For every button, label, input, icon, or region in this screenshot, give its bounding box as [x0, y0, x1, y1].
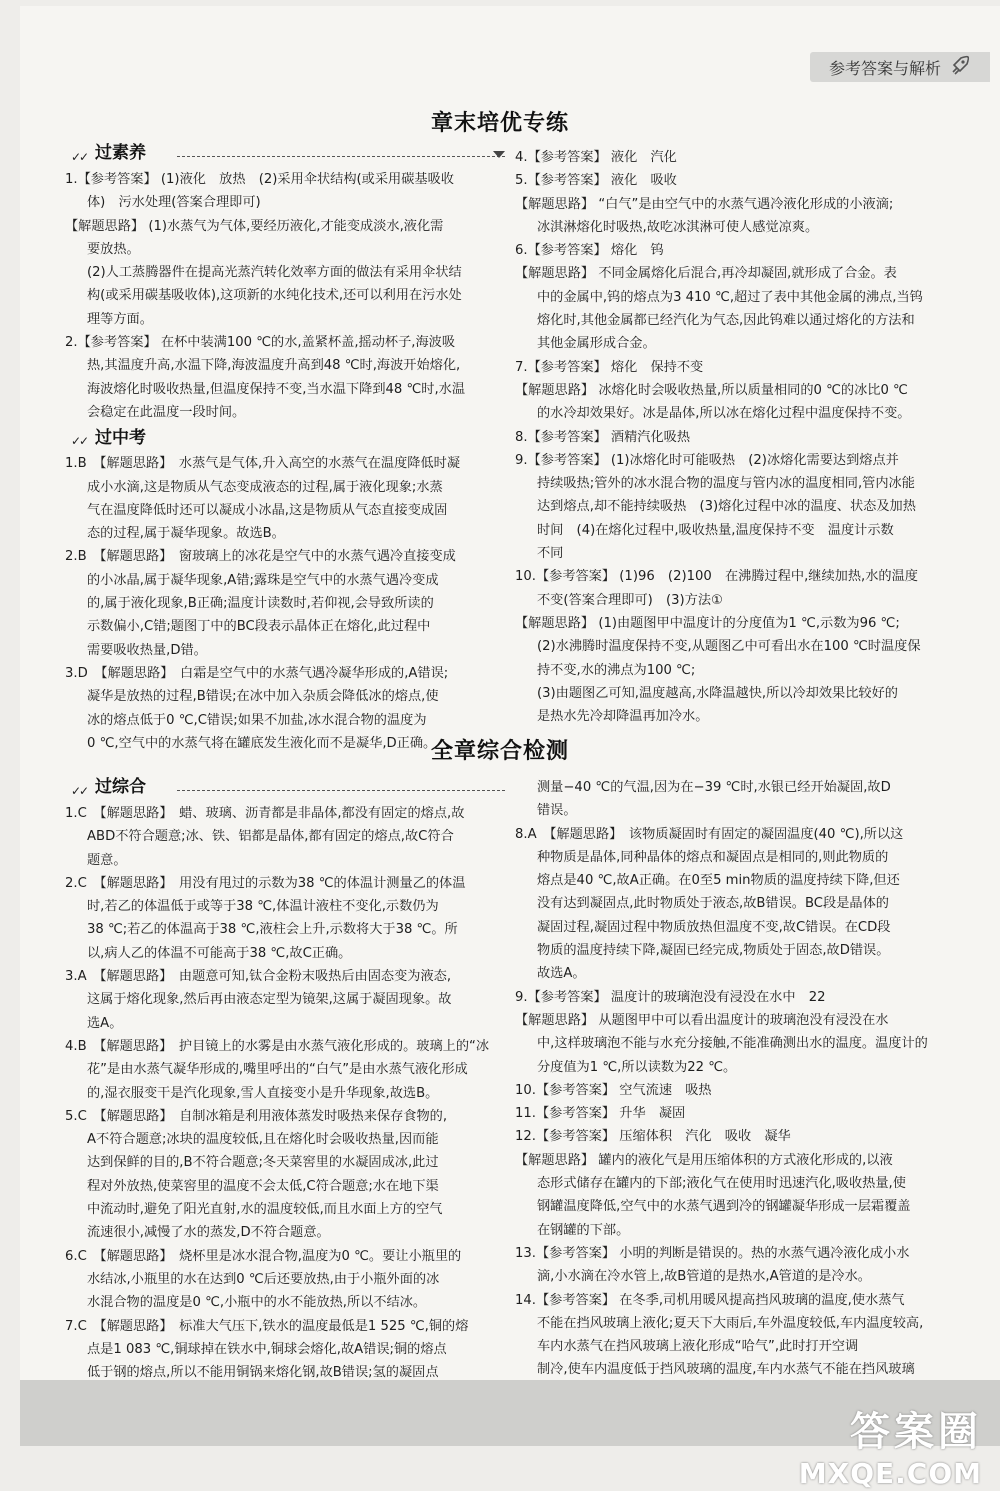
answer-block	[515, 776, 960, 1405]
text-line: 这属于熔化现象,然后再由液态定型为镜架,这属于凝固现象。故	[87, 992, 452, 1008]
text-line: 要放热。	[87, 241, 140, 257]
text-line: 以,病人乙的体温不可能高于38 ℃,故C正确。	[87, 945, 352, 961]
text-line: 2.B 【解题思路】 窗玻璃上的冰花是空气中的水蒸气遇冷直接变成	[65, 549, 456, 565]
text-line: 凝华是放热的过程,B错误;在冰中加入杂质会降低冰的熔点,使	[87, 689, 439, 705]
text-line: 理等方面。	[87, 311, 153, 327]
text-line: 8.A 【解题思路】 该物质凝固时有固定的凝固温度(40 ℃),所以这	[515, 826, 904, 842]
check-marks-icon: ✓✓	[71, 150, 88, 164]
subsection-label: 过综合	[95, 777, 146, 798]
subsection-label: 过中考	[95, 427, 146, 448]
text-line: A不符合题意;冰块的温度较低,且在熔化时会吸收热量,因而能	[87, 1132, 439, 1148]
text-line: 需要吸收热量,D错。	[87, 642, 207, 658]
text-line: 流速很小,减慢了水的蒸发,D不符合题意。	[87, 1225, 330, 1241]
rocket-icon	[949, 54, 971, 81]
text-line: 6.C 【解题思路】 烧杯里是冰水混合物,温度为0 ℃。要让小瓶里的	[65, 1248, 462, 1264]
text-line: 在钢罐的下部。	[537, 1222, 630, 1238]
section1-right-column	[515, 146, 960, 728]
text-line: 的,属于液化现象,B正确;温度计读数时,若仰视,会导致所读的	[87, 596, 434, 612]
text-line: 时间 (4)在熔化过程中,吸收热量,温度保持不变 温度计示数	[537, 522, 894, 538]
text-line: 12.【参考答案】 压缩体积 汽化 吸收 凝华	[515, 1129, 791, 1145]
text-line: 38 ℃;若乙的体温高于38 ℃,液柱会上升,示数将大于38 ℃。所	[87, 922, 458, 938]
text-line: 不同	[537, 546, 564, 562]
answer-block	[65, 802, 505, 1408]
text-line: 海波熔化时吸收热量,但温度保持不变,当水温下降到48 ℃时,水温	[87, 381, 466, 397]
text-line: 钢罐温度降低,空气中的水蒸气遇到冷的钢罐凝华形成一层霜覆盖	[537, 1199, 911, 1215]
text-line: 4.B 【解题思路】 护目镜上的水雾是由水蒸气液化形成的。玻璃上的“冰	[65, 1038, 490, 1054]
section-title-1: 章末培优专练	[430, 111, 569, 136]
text-line: 3.A 【解题思路】 由题意可知,钛合金粉末吸热后由固态变为液态,	[65, 969, 452, 985]
text-line: 水混合物的温度是0 ℃,小瓶中的水不能放热,所以不结冰。	[87, 1295, 427, 1311]
text-line: 气在温度降低时还可以凝成小冰晶,这是物质从气态直接变成固	[87, 502, 448, 518]
text-line: 滴,小水滴在冷水管上,故B管道的是热水,A管道的是冷水。	[537, 1269, 871, 1285]
triangle-icon	[493, 151, 505, 158]
text-line: 中,这样玻璃泡不能与水充分接触,不能准确测出水的温度。温度计的	[537, 1036, 928, 1052]
text-line: 【解题思路】 (1)由题图甲中温度计的分度值为1 ℃,示数为96 ℃;	[515, 615, 900, 631]
text-line: 其他金属形成合金。	[537, 336, 656, 352]
text-line: 体) 污水处理(答案合理即可)	[87, 195, 261, 211]
text-line: 0 ℃,空气中的水蒸气将在罐底发生液化而不是凝华,D正确。	[87, 735, 437, 751]
answer-block	[515, 146, 960, 728]
text-line: 点是1 083 ℃,铜球掉在铁水中,铜球会熔化,故A错误;铜的熔点	[87, 1341, 447, 1357]
watermark	[799, 1400, 982, 1490]
text-line: 没有达到凝固点,此时物质处于液态,故B错误。BC段是晶体的	[537, 896, 889, 912]
text-line: 是热水先冷却降温再加冷水。	[537, 709, 709, 725]
text-line: 11.【参考答案】 升华 凝固	[515, 1106, 686, 1122]
text-line: 7.【参考答案】 熔化 保持不变	[515, 359, 704, 375]
text-line: 冰淇淋熔化时吸热,故吃冰淇淋可使人感觉凉爽。	[537, 219, 819, 235]
section2-left-column	[65, 774, 505, 1408]
text-line: 13.【参考答案】 小明的判断是错误的。热的水蒸气遇冷液化成小水	[515, 1245, 910, 1261]
header-tag	[810, 52, 990, 82]
text-line: 的小冰晶,属于凝华现象,A错;露珠是空气中的水蒸气遇冷变成	[87, 572, 439, 588]
text-line: 2.【参考答案】 在杯中装满100 ℃的水,盖紧杯盖,摇动杯子,海波吸	[65, 335, 456, 351]
text-line: 热,其温度升高,水温下降,海波温度升高到48 ℃时,海波开始熔化,	[87, 358, 461, 374]
text-line: 物质的温度持续下降,凝固已经完成,物质处于固态,故D错误。	[537, 943, 890, 959]
subsection-header	[65, 142, 505, 166]
answer-block	[65, 452, 505, 755]
text-line: 时,若乙的体温低于或等于38 ℃,体温计液柱不变化,示数仍为	[87, 899, 439, 915]
section-title-2: 全章综合检测	[430, 739, 569, 764]
header-label: 参考答案与解析	[828, 58, 941, 78]
text-line: 熔化时,其他金属都已经汽化为气态,因此钨难以通过熔化的方法和	[537, 313, 915, 329]
text-line: 测量−40 ℃的气温,因为在−39 ℃时,水银已经开始凝固,故D	[537, 780, 891, 795]
text-line: 错误。	[537, 803, 577, 819]
text-line: 【解题思路】 (1)水蒸气为气体,要经历液化,才能变成淡水,液化需	[65, 218, 444, 234]
text-line: 的,湿衣服变干是汽化现象,雪人直接变小是升华现象,故选B。	[87, 1085, 439, 1101]
text-line: 冰的熔点低于0 ℃,C错误;如果不加盐,冰水混合物的温度为	[87, 712, 427, 728]
text-line: 低于钢的熔点,所以不能用铜锅来熔化钢,故B错误;氢的凝固点	[87, 1365, 439, 1381]
text-line: 的水冷却效果好。冰是晶体,所以冰在熔化过程中温度保持不变。	[537, 406, 911, 422]
text-line: 种物质是晶体,同种晶体的熔点和凝固点是相同的,则此物质的	[537, 849, 889, 865]
text-line: 中流动时,避免了阳光直射,水的温度较低,而且水面上方的空气	[87, 1202, 443, 1218]
text-line: 态的过程,属于凝华现象。故选B。	[87, 526, 285, 542]
text-line: 7.C 【解题思路】 标准大气压下,铁水的温度最低是1 525 ℃,铜的熔	[65, 1318, 469, 1334]
divider	[177, 156, 505, 157]
text-line: 9.【参考答案】 (1)冰熔化时可能吸热 (2)冰熔化需要达到熔点并	[515, 452, 899, 468]
section1-left-column	[65, 140, 505, 755]
text-line: 1.B 【解题思路】 水蒸气是气体,升入高空的水蒸气在温度降低时凝	[65, 456, 461, 472]
subsection-header	[65, 776, 505, 800]
text-line: 不能在挡风玻璃上液化;夏天下大雨后,车外温度较低,车内温度较高,	[537, 1315, 924, 1331]
text-line: 示数偏小,C错;题图丁中的BC段表示晶体正在熔化,此过程中	[87, 619, 431, 635]
text-line: 4.【参考答案】 液化 汽化	[515, 150, 677, 165]
text-line: 10.【参考答案】 (1)96 (2)100 在沸腾过程中,继续加热,水的温度	[515, 569, 918, 585]
text-line: 持续吸热;管外的冰水混合物的温度与管内冰的温度相同,管内冰能	[537, 476, 915, 492]
section2-right-column	[515, 776, 960, 1405]
subsection-label: 过素养	[95, 143, 146, 164]
text-line: 【解题思路】 罐内的液化气是用压缩体积的方式液化形成的,以液	[515, 1152, 893, 1168]
text-line: 制冷,使车内温度低于挡风玻璃的温度,车内水蒸气不能在挡风玻璃	[537, 1362, 915, 1378]
check-marks-icon: ✓✓	[71, 784, 88, 798]
text-line: 水结冰,小瓶里的水在达到0 ℃后还要放热,由于小瓶外面的冰	[87, 1271, 440, 1287]
text-line: 熔点是40 ℃,故A正确。在0至5 min物质的温度持续下降,但还	[537, 873, 900, 889]
watermark-url: MXQE.COM	[798, 1457, 982, 1490]
text-line: 程对外放热,使菜窖里的温度不会太低,C符合题意;水在地下渠	[87, 1178, 439, 1194]
text-line: 【解题思路】 冰熔化时会吸收热量,所以质量相同的0 ℃的冰比0 ℃	[515, 382, 908, 398]
text-line: 不变(答案合理即可) (3)方法①	[537, 592, 723, 608]
text-line: 题意。	[87, 852, 127, 868]
text-line: 凝固过程,凝固过程中物质放热但温度不变,故C错误。在CD段	[537, 919, 891, 935]
subsection-header	[65, 426, 505, 450]
text-line: (2)水沸腾时温度保持不变,从题图乙中可看出水在100 ℃时温度保	[537, 639, 921, 655]
text-line: 5.【参考答案】 液化 吸收	[515, 173, 677, 189]
text-line: (2)人工蒸腾器件在提高光蒸汽转化效率方面的做法有采用伞状结	[87, 265, 462, 281]
check-marks-icon: ✓✓	[71, 434, 88, 449]
text-line: 【解题思路】 不同金属熔化后混合,再冷却凝固,就形成了合金。表	[515, 266, 897, 282]
text-line: 5.C 【解题思路】 自制冰箱是利用液体蒸发时吸热来保存食物的,	[65, 1108, 448, 1124]
text-line: 中的金属中,钨的熔点为3 410 ℃,超过了表中其他金属的沸点,当钨	[537, 289, 923, 305]
text-line: ABD不符合题意;冰、铁、铝都是晶体,都有固定的熔点,故C符合	[87, 829, 454, 845]
text-line: 1.【参考答案】 (1)液化 放热 (2)采用伞状结构(或采用碳基吸收	[65, 172, 454, 187]
text-line: 达到保鲜的目的,B不符合题意;冬天菜窖里的水凝固成冰,此过	[87, 1155, 439, 1171]
text-line: 8.【参考答案】 酒精汽化吸热	[515, 429, 691, 445]
text-line: 车内水蒸气在挡风玻璃上液化形成“哈气”,此时打开空调	[537, 1339, 859, 1355]
watermark-cn: 答案圈	[850, 1409, 982, 1455]
text-line: 会稳定在此温度一段时间。	[87, 404, 246, 420]
text-line: 2.C 【解题思路】 用没有甩过的示数为38 ℃的体温计测量乙的体温	[65, 875, 466, 891]
divider	[177, 790, 505, 791]
text-line: 1.C 【解题思路】 蜡、玻璃、沥青都是非晶体,都没有固定的熔点,故	[65, 806, 465, 821]
text-line: 选A。	[87, 1015, 123, 1031]
text-line: 分度值为1 ℃,所以读数为22 ℃。	[537, 1059, 737, 1075]
text-line: 【解题思路】 从题图甲中可以看出温度计的玻璃泡没有浸没在水	[515, 1012, 889, 1028]
text-line: 持不变,水的沸点为100 ℃;	[537, 662, 696, 678]
text-line: 态形式储存在罐内的下部;液化气在使用时迅速汽化,吸收热量,使	[537, 1176, 906, 1192]
text-line: (3)由题图乙可知,温度越高,水降温越快,所以冷却效果比较好的	[537, 685, 898, 701]
answer-block	[65, 168, 505, 424]
text-line: 10.【参考答案】 空气流速 吸热	[515, 1082, 712, 1098]
text-line: 14.【参考答案】 在冬季,司机用暖风提高挡风玻璃的温度,使水蒸气	[515, 1292, 905, 1308]
text-line: 达到熔点,却不能持续吸热 (3)熔化过程中冰的温度、状态及加热	[537, 499, 916, 515]
text-line: 成小水滴,这是物质从气态变成液态的过程,属于液化现象;水蒸	[87, 479, 443, 495]
text-line: 9.【参考答案】 温度计的玻璃泡没有浸没在水中 22	[515, 989, 826, 1005]
text-line: 故选A。	[537, 966, 586, 982]
text-line: 花”是由水蒸气凝华形成的,嘴里呼出的“白气”是由水蒸气液化形成	[87, 1062, 468, 1078]
text-line: 6.【参考答案】 熔化 钨	[515, 243, 664, 259]
text-line: 构(或采用碳基吸收体),这项新的水纯化技术,还可以利用在污水处	[87, 288, 462, 304]
text-line: 3.D 【解题思路】 白霜是空气中的水蒸气遇冷凝华形成的,A错误;	[65, 665, 449, 681]
text-line: 【解题思路】 “白气”是由空气中的水蒸气遇冷液化形成的小液滴;	[515, 196, 894, 212]
